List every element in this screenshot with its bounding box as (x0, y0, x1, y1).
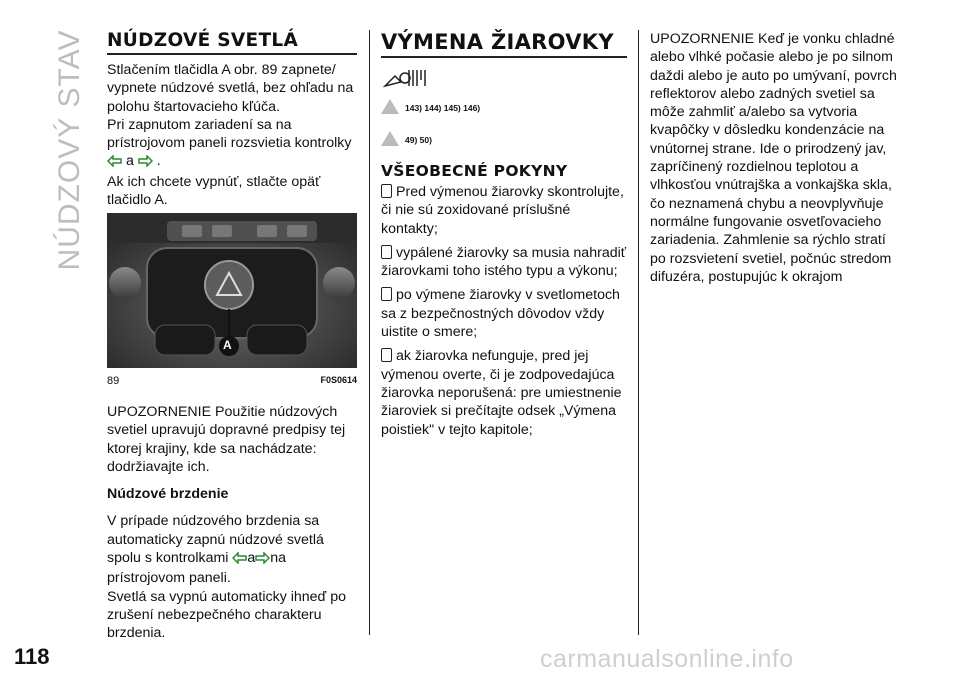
page-number: 118 (14, 644, 50, 669)
list-item-text: Pred výmenou žiarovky skontrolujte, či nie sú zoxidované príslušné kontakty; (381, 184, 624, 237)
paragraph-braking-2: Svetlá sa vypnú automaticky ihneď po zrušení nebezpečného charakteru brzdenia. (107, 588, 347, 642)
figure-caption (107, 375, 357, 387)
figure-callout-label: A (223, 338, 232, 352)
paragraph-braking-1-and: a (247, 550, 256, 567)
chapter-side-title-text: NÚDZOVÝ STAV (53, 29, 86, 271)
references-row-2 (381, 130, 627, 148)
list-item (381, 347, 627, 438)
figure-89-photo (107, 213, 357, 368)
list-item (381, 286, 627, 341)
warning-triangle-icon (381, 99, 399, 114)
paragraph-braking-1 (107, 512, 357, 587)
references-2: 49) 50) (405, 135, 432, 145)
general-instructions-heading: VŠEOBECNÉ POKYNY (381, 162, 568, 180)
paragraph-braking-1-text: V prípade núdzového brzdenia sa automaticky zapnú núdzové svetlá spolu s kontrolkami (107, 513, 324, 567)
column-2 (381, 30, 627, 439)
figure-number: 89 (107, 375, 120, 387)
turn-right-indicator-icon (138, 154, 153, 172)
bullet-icon (381, 348, 392, 362)
paragraph-hazard-2-end: . (156, 153, 161, 170)
list-item-text: po výmene žiarovky v svetlometoch sa z bezpečnostných dôvodov vždy uistite o smere; (381, 287, 620, 341)
bullet-icon (381, 184, 392, 198)
list-item (381, 244, 627, 281)
references-row-1 (381, 98, 627, 116)
watermark: carmanualsonline.info (540, 645, 794, 673)
turn-left-indicator-icon (107, 154, 122, 172)
figure-code: F0S0614 (320, 375, 357, 385)
paragraph-braking-1-na: na (270, 550, 287, 567)
list-item-text: ak žiarovka nefunguje, pred jej výmenou overte, či je zodpovedajúca žiarovka neporušená: pre umiestnenie žiaroviek si prečítajte odsek „Výmena poistiek" v tejto kapitole; (381, 348, 622, 438)
paragraph-hazard-2-and: a (125, 153, 134, 170)
column-divider-2 (638, 30, 639, 635)
emergency-braking-heading: Núdzové brzdenie (107, 486, 229, 503)
bullet-icon (381, 245, 392, 259)
column-1 (107, 30, 357, 209)
turn-left-indicator-icon (232, 551, 247, 569)
condensation-note: UPOZORNENIE Keď je vonku chladné alebo vlhké počasie alebo je po silnom daždi alebo je auto po umývaní, povrch reflektorov alebo zadných svetiel sa môže zahmliť a/alebo sa vytvoria kvapôčky v dôsledku kondenzácie na vnútornej strane. Ide o prirodzený jav, zapríčinený rozdielnou teplotou a vlhkosťou vnútrajška a vonkajška skla, čo neznamená chybu a neovplyvňuje normálne fungovanie osvetľovacieho zariadenia. Zahmlenie sa rýchlo stratí po rozsvietení svetiel, počnúc stredom difuzéra, postupujúc k okrajom (650, 31, 897, 285)
paragraph-hazard-2-text: Pri zapnutom zariadení sa na prístrojovom paneli rozsvietia kontrolky (107, 116, 352, 152)
column-3 (650, 30, 900, 286)
column-divider-1 (369, 30, 370, 635)
bulb-icon (381, 66, 627, 96)
column-1-lower (107, 403, 357, 643)
paragraph-hazard-1: Stlačením tlačidla A obr. 89 zapnete/ vypnete núdzové svetlá, bez ohľadu na polohu štartovacieho kľúča. (107, 62, 354, 115)
list-item-text: vypálené žiarovky sa musia nahradiť žiarovkami toho istého typu a výkonu; (381, 244, 627, 280)
section-heading-bulb-replacement: VÝMENA ŽIAROVKY (381, 30, 627, 58)
bullet-icon (381, 287, 392, 301)
paragraph-braking-1-end: prístrojovom paneli. (107, 570, 231, 587)
warning-triangle-icon (381, 131, 399, 146)
paragraph-hazard-3: Ak ich chcete vypnúť, stlačte opäť tlačidlo A. (107, 173, 321, 209)
turn-right-indicator-icon (255, 551, 270, 569)
list-item (381, 183, 627, 238)
paragraph-hazard-2 (107, 116, 357, 173)
references-1: 143) 144) 145) 146) (405, 103, 481, 113)
bullet-list (381, 183, 627, 439)
chapter-side-title (50, 29, 90, 271)
section-heading-hazard-lights: NÚDZOVÉ SVETLÁ (107, 30, 357, 55)
hazard-warning-note: UPOZORNENIE Použitie núdzových svetiel upravujú dopravné predpisy tej ktorej krajiny, kde sa nachádzate: dodržiavajte ich. (107, 404, 346, 475)
